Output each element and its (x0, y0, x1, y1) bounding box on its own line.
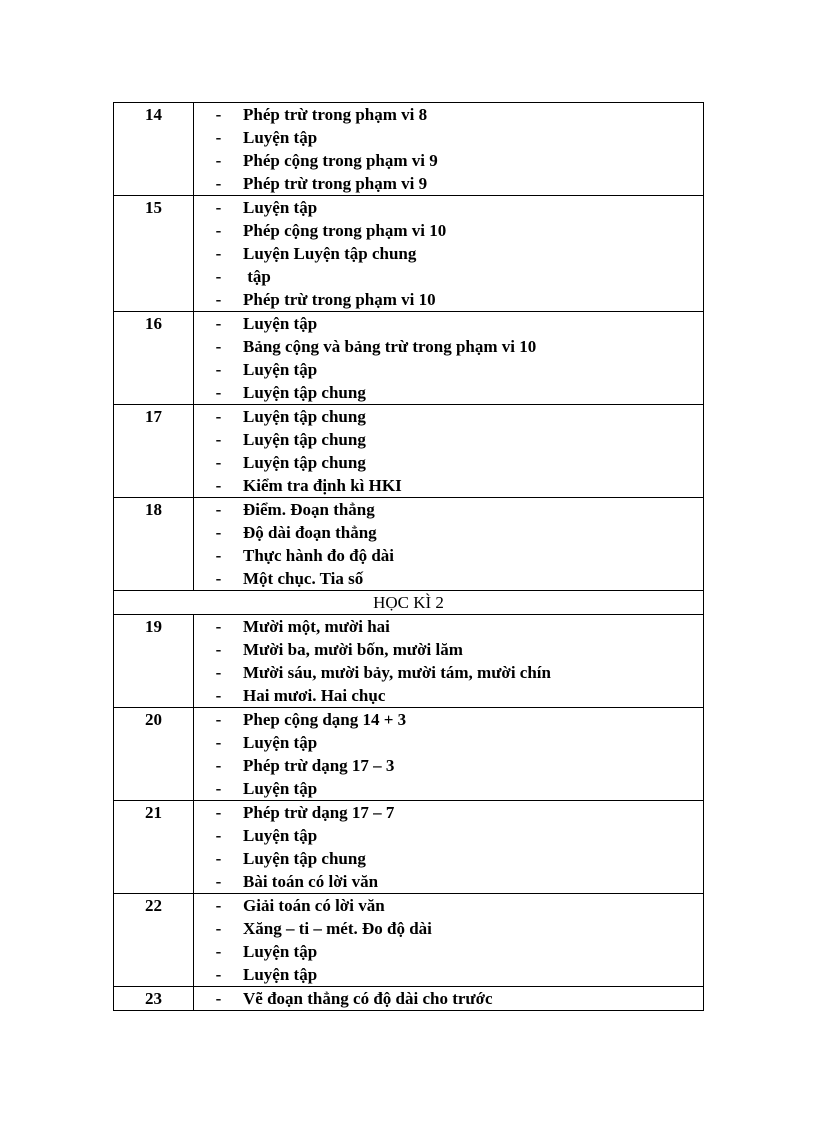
bullet-dash: - (215, 198, 222, 217)
lesson-list (194, 894, 703, 986)
lesson-item (194, 474, 703, 497)
lesson-item (194, 567, 703, 590)
bullet-dash: - (215, 733, 222, 752)
lesson-item (194, 196, 703, 219)
bullet-dash: - (215, 500, 222, 519)
week-number: 15 (114, 196, 194, 311)
lesson-item (194, 149, 703, 172)
week-number: 22 (114, 894, 194, 986)
lesson-item (194, 358, 703, 381)
bullet-dash: - (215, 965, 222, 984)
lesson-item (194, 731, 703, 754)
lesson-title: Độ dài đoạn thẳng (243, 523, 377, 542)
bullet-dash: - (215, 686, 222, 705)
bullet-dash: - (215, 640, 222, 659)
lesson-item (194, 777, 703, 800)
bullet-dash: - (215, 710, 222, 729)
bullet-dash: - (215, 128, 222, 147)
bullet-dash: - (215, 989, 222, 1008)
week-number: 21 (114, 801, 194, 893)
lesson-item (194, 917, 703, 940)
week-number: 23 (114, 987, 194, 1010)
bullet-dash: - (215, 151, 222, 170)
lesson-title: Luyện tập (243, 128, 318, 147)
lesson-item (194, 940, 703, 963)
lesson-title: Phép trừ trong phạm vi 8 (243, 105, 428, 124)
lesson-item (194, 428, 703, 451)
bullet-dash: - (215, 849, 222, 868)
lesson-list (194, 615, 703, 707)
lesson-item (194, 405, 703, 428)
bullet-dash: - (215, 523, 222, 542)
lesson-item (194, 219, 703, 242)
week-row (114, 800, 703, 893)
bullet-dash: - (215, 872, 222, 891)
lesson-list (194, 196, 703, 311)
lesson-title: Phép trừ trong phạm vi 9 (243, 174, 428, 193)
week-row (114, 404, 703, 497)
lesson-title: Thực hành đo độ dài (243, 546, 394, 565)
lesson-title: Phép trừ dạng 17 – 7 (243, 803, 395, 822)
week-row (114, 986, 703, 1010)
semester-2-header: HỌC KÌ 2 (114, 590, 703, 614)
lesson-item (194, 544, 703, 567)
lesson-title: Luyện tập chung (243, 453, 366, 472)
bullet-dash: - (215, 546, 222, 565)
lesson-title: Vẽ đoạn thẳng có độ dài cho trước (243, 989, 493, 1008)
lesson-list (194, 312, 703, 404)
lesson-title: Phep cộng dạng 14 + 3 (243, 710, 407, 729)
week-row (114, 707, 703, 800)
bullet-dash: - (215, 896, 222, 915)
lesson-title: Luyện tập (243, 198, 318, 217)
lesson-list (194, 498, 703, 590)
bullet-dash: - (215, 779, 222, 798)
week-row (114, 497, 703, 590)
bullet-dash: - (215, 383, 222, 402)
lesson-title: Luyện tập chung (243, 849, 366, 868)
lesson-title: Mười sáu, mười bảy, mười tám, mười chín (243, 663, 551, 682)
lesson-title: Hai mươi. Hai chục (243, 686, 386, 705)
lesson-title: Xăng – ti – mét. Đo độ dài (243, 919, 432, 938)
lesson-title: Luyện tập (243, 965, 318, 984)
lesson-item (194, 451, 703, 474)
lesson-item (194, 847, 703, 870)
week-row (114, 195, 703, 311)
week-number: 18 (114, 498, 194, 590)
lesson-item (194, 103, 703, 126)
lesson-item (194, 684, 703, 707)
bullet-dash: - (215, 337, 222, 356)
lesson-item (194, 824, 703, 847)
lesson-title: Luyện tập chung (243, 430, 366, 449)
lesson-item (194, 335, 703, 358)
week-number: 16 (114, 312, 194, 404)
lesson-list (194, 405, 703, 497)
lesson-item (194, 894, 703, 917)
bullet-dash: - (215, 314, 222, 333)
lesson-item (194, 265, 703, 288)
bullet-dash: - (215, 569, 222, 588)
lesson-item (194, 615, 703, 638)
bullet-dash: - (215, 407, 222, 426)
week-row (114, 893, 703, 986)
lesson-item (194, 963, 703, 986)
lesson-item (194, 498, 703, 521)
bullet-dash: - (215, 453, 222, 472)
lesson-item (194, 381, 703, 404)
bullet-dash: - (215, 919, 222, 938)
bullet-dash: - (215, 476, 222, 495)
lesson-title: Luyện tập (243, 826, 318, 845)
week-number: 19 (114, 615, 194, 707)
lesson-schedule-table (113, 102, 704, 1011)
week-row (114, 614, 703, 707)
bullet-dash: - (215, 430, 222, 449)
bullet-dash: - (215, 290, 222, 309)
semester-2-rows (114, 614, 703, 1010)
lesson-title: Luyện tập (243, 779, 318, 798)
week-number: 20 (114, 708, 194, 800)
lesson-item (194, 312, 703, 335)
lesson-item (194, 638, 703, 661)
lesson-title: Điểm. Đoạn thẳng (243, 500, 375, 519)
lesson-title: Giải toán có lời văn (243, 896, 385, 915)
lesson-item (194, 987, 703, 1010)
bullet-dash: - (215, 360, 222, 379)
week-number: 14 (114, 103, 194, 195)
lesson-list (194, 708, 703, 800)
bullet-dash: - (215, 105, 222, 124)
lesson-title: Một chục. Tia số (243, 569, 364, 588)
lesson-list (194, 987, 703, 1010)
bullet-dash: - (215, 617, 222, 636)
lesson-title: Luyện tập chung (243, 383, 366, 402)
lesson-title: Luyện tập chung (243, 407, 366, 426)
lesson-item (194, 521, 703, 544)
bullet-dash: - (215, 826, 222, 845)
lesson-list (194, 103, 703, 195)
lesson-item (194, 126, 703, 149)
lesson-title: Bảng cộng và bảng trừ trong phạm vi 10 (243, 337, 537, 356)
lesson-item (194, 801, 703, 824)
bullet-dash: - (215, 244, 222, 263)
bullet-dash: - (215, 267, 222, 286)
week-row (114, 103, 703, 195)
semester-1-rows (114, 103, 703, 590)
week-number: 17 (114, 405, 194, 497)
lesson-item (194, 661, 703, 684)
lesson-item (194, 172, 703, 195)
lesson-title: Luyện Luyện tập chung (243, 244, 417, 263)
week-row (114, 311, 703, 404)
bullet-dash: - (215, 756, 222, 775)
bullet-dash: - (215, 221, 222, 240)
lesson-title: tập (243, 267, 271, 286)
lesson-item (194, 242, 703, 265)
bullet-dash: - (215, 174, 222, 193)
lesson-title: Luyện tập (243, 733, 318, 752)
lesson-title: Luyện tập (243, 360, 318, 379)
lesson-title: Luyện tập (243, 314, 318, 333)
lesson-item (194, 708, 703, 731)
lesson-title: Mười một, mười hai (243, 617, 390, 636)
lesson-title: Mười ba, mười bốn, mười lăm (243, 640, 463, 659)
lesson-title: Phép trừ trong phạm vi 10 (243, 290, 436, 309)
lesson-item (194, 754, 703, 777)
lesson-item (194, 288, 703, 311)
bullet-dash: - (215, 803, 222, 822)
bullet-dash: - (215, 663, 222, 682)
lesson-title: Luyện tập (243, 942, 318, 961)
lesson-title: Phép cộng trong phạm vi 10 (243, 221, 447, 240)
lesson-title: Kiểm tra định kì HKI (243, 476, 402, 495)
lesson-title: Phép cộng trong phạm vi 9 (243, 151, 438, 170)
lesson-item (194, 870, 703, 893)
lesson-title: Bài toán có lời văn (243, 872, 379, 891)
lesson-list (194, 801, 703, 893)
bullet-dash: - (215, 942, 222, 961)
lesson-title: Phép trừ dạng 17 – 3 (243, 756, 395, 775)
